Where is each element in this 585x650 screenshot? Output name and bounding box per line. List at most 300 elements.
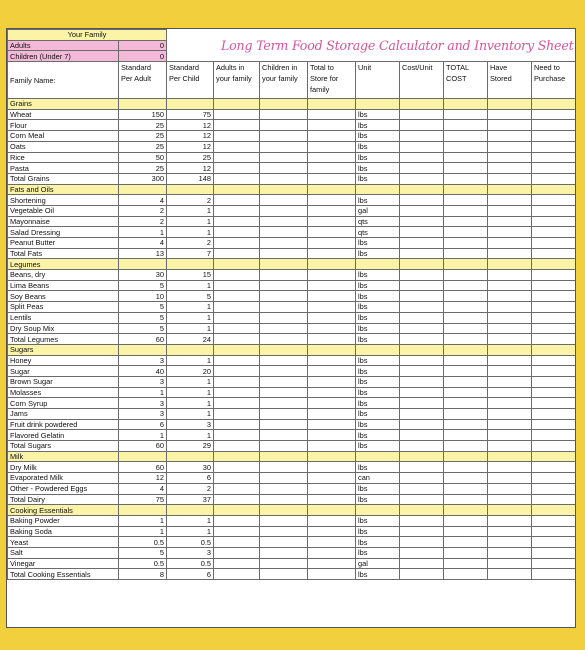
standard-child-cell[interactable]: 1 xyxy=(167,387,214,398)
adults-in-family-cell[interactable] xyxy=(214,376,260,387)
adults-in-family-cell[interactable] xyxy=(214,398,260,409)
cost-per-unit-cell[interactable] xyxy=(400,131,444,142)
standard-adult-cell[interactable]: 2 xyxy=(119,205,167,216)
have-stored-cell[interactable] xyxy=(488,141,532,152)
adults-in-family-cell[interactable] xyxy=(214,483,260,494)
unit-cell[interactable]: lbs xyxy=(356,376,400,387)
children-in-family-cell[interactable] xyxy=(260,537,308,548)
standard-adult-cell[interactable]: 1 xyxy=(119,430,167,441)
item-name-cell[interactable]: Peanut Butter xyxy=(8,238,119,249)
total-cost-cell[interactable] xyxy=(444,248,488,259)
children-in-family-cell[interactable] xyxy=(260,195,308,206)
need-to-purchase-cell[interactable] xyxy=(532,152,576,163)
total-cost-cell[interactable] xyxy=(444,280,488,291)
children-in-family-cell[interactable] xyxy=(260,173,308,184)
standard-child-cell[interactable]: 15 xyxy=(167,270,214,281)
standard-child-cell[interactable]: 1 xyxy=(167,302,214,313)
need-to-purchase-cell[interactable] xyxy=(532,280,576,291)
standard-child-cell[interactable]: 5 xyxy=(167,291,214,302)
have-stored-cell[interactable] xyxy=(488,547,532,558)
have-stored-cell[interactable] xyxy=(488,323,532,334)
item-name-cell[interactable]: Yeast xyxy=(8,537,119,548)
item-name-cell[interactable]: Honey xyxy=(8,355,119,366)
have-stored-cell[interactable] xyxy=(488,291,532,302)
unit-cell[interactable]: lbs xyxy=(356,163,400,174)
have-stored-cell[interactable] xyxy=(488,355,532,366)
have-stored-cell[interactable] xyxy=(488,515,532,526)
need-to-purchase-cell[interactable] xyxy=(532,270,576,281)
have-stored-cell[interactable] xyxy=(488,441,532,452)
total-cost-cell[interactable] xyxy=(444,473,488,484)
total-cost-cell[interactable] xyxy=(444,526,488,537)
standard-adult-cell[interactable]: 30 xyxy=(119,270,167,281)
unit-cell[interactable]: lbs xyxy=(356,248,400,259)
total-to-store-cell[interactable] xyxy=(308,216,356,227)
children-in-family-cell[interactable] xyxy=(260,227,308,238)
have-stored-cell[interactable] xyxy=(488,376,532,387)
have-stored-cell[interactable] xyxy=(488,270,532,281)
total-to-store-cell[interactable] xyxy=(308,323,356,334)
cost-per-unit-cell[interactable] xyxy=(400,387,444,398)
need-to-purchase-cell[interactable] xyxy=(532,409,576,420)
standard-adult-cell[interactable]: 60 xyxy=(119,462,167,473)
have-stored-cell[interactable] xyxy=(488,537,532,548)
have-stored-cell[interactable] xyxy=(488,120,532,131)
standard-child-cell[interactable]: 2 xyxy=(167,238,214,249)
total-cost-cell[interactable] xyxy=(444,387,488,398)
total-to-store-cell[interactable] xyxy=(308,441,356,452)
item-name-cell[interactable]: Sugar xyxy=(8,366,119,377)
total-cost-cell[interactable] xyxy=(444,205,488,216)
standard-adult-cell[interactable]: 25 xyxy=(119,131,167,142)
have-stored-cell[interactable] xyxy=(488,526,532,537)
standard-adult-cell[interactable]: 1 xyxy=(119,227,167,238)
total-cost-cell[interactable] xyxy=(444,398,488,409)
total-cost-cell[interactable] xyxy=(444,430,488,441)
standard-adult-cell[interactable]: 10 xyxy=(119,291,167,302)
need-to-purchase-cell[interactable] xyxy=(532,173,576,184)
cost-per-unit-cell[interactable] xyxy=(400,558,444,569)
children-in-family-cell[interactable] xyxy=(260,141,308,152)
item-name-cell[interactable]: Total Dairy xyxy=(8,494,119,505)
adults-in-family-cell[interactable] xyxy=(214,280,260,291)
total-to-store-cell[interactable] xyxy=(308,109,356,120)
item-name-cell[interactable]: Lentils xyxy=(8,312,119,323)
children-in-family-cell[interactable] xyxy=(260,430,308,441)
unit-cell[interactable]: lbs xyxy=(356,280,400,291)
cost-per-unit-cell[interactable] xyxy=(400,483,444,494)
adults-in-family-cell[interactable] xyxy=(214,312,260,323)
cost-per-unit-cell[interactable] xyxy=(400,334,444,345)
item-name-cell[interactable]: Split Peas xyxy=(8,302,119,313)
item-name-cell[interactable]: Total Legumes xyxy=(8,334,119,345)
total-to-store-cell[interactable] xyxy=(308,569,356,580)
children-in-family-cell[interactable] xyxy=(260,238,308,249)
adults-in-family-cell[interactable] xyxy=(214,238,260,249)
children-in-family-cell[interactable] xyxy=(260,569,308,580)
total-to-store-cell[interactable] xyxy=(308,494,356,505)
item-name-cell[interactable]: Baking Soda xyxy=(8,526,119,537)
have-stored-cell[interactable] xyxy=(488,195,532,206)
item-name-cell[interactable]: Molasses xyxy=(8,387,119,398)
have-stored-cell[interactable] xyxy=(488,280,532,291)
cost-per-unit-cell[interactable] xyxy=(400,355,444,366)
have-stored-cell[interactable] xyxy=(488,473,532,484)
total-cost-cell[interactable] xyxy=(444,323,488,334)
cost-per-unit-cell[interactable] xyxy=(400,569,444,580)
total-cost-cell[interactable] xyxy=(444,120,488,131)
adults-in-family-cell[interactable] xyxy=(214,227,260,238)
standard-child-cell[interactable]: 6 xyxy=(167,473,214,484)
have-stored-cell[interactable] xyxy=(488,109,532,120)
children-in-family-cell[interactable] xyxy=(260,515,308,526)
need-to-purchase-cell[interactable] xyxy=(532,547,576,558)
children-in-family-cell[interactable] xyxy=(260,419,308,430)
item-name-cell[interactable]: Beans, dry xyxy=(8,270,119,281)
need-to-purchase-cell[interactable] xyxy=(532,569,576,580)
total-to-store-cell[interactable] xyxy=(308,419,356,430)
standard-child-cell[interactable]: 29 xyxy=(167,441,214,452)
have-stored-cell[interactable] xyxy=(488,173,532,184)
have-stored-cell[interactable] xyxy=(488,152,532,163)
total-to-store-cell[interactable] xyxy=(308,409,356,420)
unit-cell[interactable]: lbs xyxy=(356,238,400,249)
item-name-cell[interactable]: Vinegar xyxy=(8,558,119,569)
children-in-family-cell[interactable] xyxy=(260,280,308,291)
standard-child-cell[interactable]: 0.5 xyxy=(167,537,214,548)
adults-in-family-cell[interactable] xyxy=(214,270,260,281)
need-to-purchase-cell[interactable] xyxy=(532,355,576,366)
need-to-purchase-cell[interactable] xyxy=(532,558,576,569)
need-to-purchase-cell[interactable] xyxy=(532,515,576,526)
adults-in-family-cell[interactable] xyxy=(214,366,260,377)
cost-per-unit-cell[interactable] xyxy=(400,238,444,249)
children-in-family-cell[interactable] xyxy=(260,323,308,334)
standard-adult-cell[interactable]: 5 xyxy=(119,312,167,323)
need-to-purchase-cell[interactable] xyxy=(532,291,576,302)
unit-cell[interactable]: lbs xyxy=(356,291,400,302)
item-name-cell[interactable]: Salad Dressing xyxy=(8,227,119,238)
standard-child-cell[interactable]: 75 xyxy=(167,109,214,120)
cost-per-unit-cell[interactable] xyxy=(400,537,444,548)
standard-child-cell[interactable]: 148 xyxy=(167,173,214,184)
standard-adult-cell[interactable]: 150 xyxy=(119,109,167,120)
unit-cell[interactable]: lbs xyxy=(356,569,400,580)
children-in-family-cell[interactable] xyxy=(260,355,308,366)
children-count-cell[interactable]: 0 xyxy=(119,51,167,62)
family-name-label[interactable]: Family Name: xyxy=(8,62,119,99)
total-cost-cell[interactable] xyxy=(444,462,488,473)
have-stored-cell[interactable] xyxy=(488,569,532,580)
total-to-store-cell[interactable] xyxy=(308,376,356,387)
children-in-family-cell[interactable] xyxy=(260,526,308,537)
standard-adult-cell[interactable]: 5 xyxy=(119,302,167,313)
children-in-family-cell[interactable] xyxy=(260,109,308,120)
need-to-purchase-cell[interactable] xyxy=(532,141,576,152)
total-to-store-cell[interactable] xyxy=(308,163,356,174)
cost-per-unit-cell[interactable] xyxy=(400,547,444,558)
total-cost-cell[interactable] xyxy=(444,569,488,580)
standard-adult-cell[interactable]: 3 xyxy=(119,409,167,420)
total-cost-cell[interactable] xyxy=(444,163,488,174)
unit-cell[interactable]: qts xyxy=(356,216,400,227)
need-to-purchase-cell[interactable] xyxy=(532,537,576,548)
standard-child-cell[interactable]: 1 xyxy=(167,376,214,387)
total-to-store-cell[interactable] xyxy=(308,248,356,259)
standard-adult-cell[interactable]: 50 xyxy=(119,152,167,163)
total-cost-cell[interactable] xyxy=(444,238,488,249)
unit-cell[interactable]: lbs xyxy=(356,355,400,366)
total-cost-cell[interactable] xyxy=(444,291,488,302)
standard-child-cell[interactable]: 30 xyxy=(167,462,214,473)
have-stored-cell[interactable] xyxy=(488,205,532,216)
adults-in-family-cell[interactable] xyxy=(214,537,260,548)
cost-per-unit-cell[interactable] xyxy=(400,173,444,184)
need-to-purchase-cell[interactable] xyxy=(532,483,576,494)
cost-per-unit-cell[interactable] xyxy=(400,515,444,526)
standard-child-cell[interactable]: 1 xyxy=(167,355,214,366)
total-to-store-cell[interactable] xyxy=(308,547,356,558)
standard-child-cell[interactable]: 1 xyxy=(167,227,214,238)
total-cost-cell[interactable] xyxy=(444,334,488,345)
adults-in-family-cell[interactable] xyxy=(214,152,260,163)
total-to-store-cell[interactable] xyxy=(308,120,356,131)
item-name-cell[interactable]: Lima Beans xyxy=(8,280,119,291)
item-name-cell[interactable]: Dry Soup Mix xyxy=(8,323,119,334)
cost-per-unit-cell[interactable] xyxy=(400,270,444,281)
children-in-family-cell[interactable] xyxy=(260,152,308,163)
total-cost-cell[interactable] xyxy=(444,558,488,569)
cost-per-unit-cell[interactable] xyxy=(400,526,444,537)
total-to-store-cell[interactable] xyxy=(308,227,356,238)
item-name-cell[interactable]: Rice xyxy=(8,152,119,163)
total-cost-cell[interactable] xyxy=(444,441,488,452)
cost-per-unit-cell[interactable] xyxy=(400,302,444,313)
need-to-purchase-cell[interactable] xyxy=(532,205,576,216)
adults-in-family-cell[interactable] xyxy=(214,248,260,259)
cost-per-unit-cell[interactable] xyxy=(400,473,444,484)
have-stored-cell[interactable] xyxy=(488,334,532,345)
children-in-family-cell[interactable] xyxy=(260,398,308,409)
unit-cell[interactable]: lbs xyxy=(356,483,400,494)
adults-in-family-cell[interactable] xyxy=(214,526,260,537)
standard-adult-cell[interactable]: 60 xyxy=(119,334,167,345)
total-cost-cell[interactable] xyxy=(444,376,488,387)
adults-in-family-cell[interactable] xyxy=(214,131,260,142)
standard-adult-cell[interactable]: 0.5 xyxy=(119,537,167,548)
standard-adult-cell[interactable]: 4 xyxy=(119,483,167,494)
need-to-purchase-cell[interactable] xyxy=(532,441,576,452)
item-name-cell[interactable]: Wheat xyxy=(8,109,119,120)
adults-in-family-cell[interactable] xyxy=(214,334,260,345)
adults-in-family-cell[interactable] xyxy=(214,291,260,302)
adults-in-family-cell[interactable] xyxy=(214,569,260,580)
standard-adult-cell[interactable]: 5 xyxy=(119,280,167,291)
need-to-purchase-cell[interactable] xyxy=(532,334,576,345)
standard-child-cell[interactable]: 1 xyxy=(167,323,214,334)
adults-in-family-cell[interactable] xyxy=(214,387,260,398)
children-in-family-cell[interactable] xyxy=(260,270,308,281)
standard-child-cell[interactable]: 1 xyxy=(167,216,214,227)
standard-adult-cell[interactable]: 1 xyxy=(119,387,167,398)
cost-per-unit-cell[interactable] xyxy=(400,120,444,131)
total-to-store-cell[interactable] xyxy=(308,238,356,249)
adults-in-family-cell[interactable] xyxy=(214,173,260,184)
standard-child-cell[interactable]: 1 xyxy=(167,398,214,409)
children-in-family-cell[interactable] xyxy=(260,473,308,484)
have-stored-cell[interactable] xyxy=(488,227,532,238)
standard-child-cell[interactable]: 1 xyxy=(167,515,214,526)
children-in-family-cell[interactable] xyxy=(260,120,308,131)
adults-in-family-cell[interactable] xyxy=(214,323,260,334)
unit-cell[interactable]: lbs xyxy=(356,312,400,323)
cost-per-unit-cell[interactable] xyxy=(400,195,444,206)
total-cost-cell[interactable] xyxy=(444,355,488,366)
cost-per-unit-cell[interactable] xyxy=(400,163,444,174)
standard-adult-cell[interactable]: 5 xyxy=(119,323,167,334)
item-name-cell[interactable]: Total Fats xyxy=(8,248,119,259)
need-to-purchase-cell[interactable] xyxy=(532,323,576,334)
total-cost-cell[interactable] xyxy=(444,409,488,420)
children-in-family-cell[interactable] xyxy=(260,163,308,174)
need-to-purchase-cell[interactable] xyxy=(532,109,576,120)
unit-cell[interactable]: lbs xyxy=(356,270,400,281)
unit-cell[interactable]: lbs xyxy=(356,409,400,420)
need-to-purchase-cell[interactable] xyxy=(532,302,576,313)
unit-cell[interactable]: qts xyxy=(356,227,400,238)
have-stored-cell[interactable] xyxy=(488,494,532,505)
item-name-cell[interactable]: Flavored Gelatin xyxy=(8,430,119,441)
standard-child-cell[interactable]: 1 xyxy=(167,409,214,420)
need-to-purchase-cell[interactable] xyxy=(532,473,576,484)
unit-cell[interactable]: lbs xyxy=(356,547,400,558)
children-in-family-cell[interactable] xyxy=(260,312,308,323)
total-cost-cell[interactable] xyxy=(444,515,488,526)
adults-in-family-cell[interactable] xyxy=(214,515,260,526)
adults-in-family-cell[interactable] xyxy=(214,547,260,558)
item-name-cell[interactable]: Jams xyxy=(8,409,119,420)
children-in-family-cell[interactable] xyxy=(260,409,308,420)
cost-per-unit-cell[interactable] xyxy=(400,441,444,452)
total-to-store-cell[interactable] xyxy=(308,537,356,548)
unit-cell[interactable]: lbs xyxy=(356,173,400,184)
standard-adult-cell[interactable]: 4 xyxy=(119,195,167,206)
item-name-cell[interactable]: Vegetable Oil xyxy=(8,205,119,216)
have-stored-cell[interactable] xyxy=(488,398,532,409)
need-to-purchase-cell[interactable] xyxy=(532,526,576,537)
children-in-family-cell[interactable] xyxy=(260,441,308,452)
cost-per-unit-cell[interactable] xyxy=(400,280,444,291)
standard-adult-cell[interactable]: 3 xyxy=(119,376,167,387)
item-name-cell[interactable]: Shortening xyxy=(8,195,119,206)
need-to-purchase-cell[interactable] xyxy=(532,419,576,430)
have-stored-cell[interactable] xyxy=(488,131,532,142)
total-cost-cell[interactable] xyxy=(444,419,488,430)
adults-in-family-cell[interactable] xyxy=(214,462,260,473)
need-to-purchase-cell[interactable] xyxy=(532,238,576,249)
cost-per-unit-cell[interactable] xyxy=(400,376,444,387)
need-to-purchase-cell[interactable] xyxy=(532,376,576,387)
standard-adult-cell[interactable]: 2 xyxy=(119,216,167,227)
total-cost-cell[interactable] xyxy=(444,195,488,206)
unit-cell[interactable]: lbs xyxy=(356,323,400,334)
children-in-family-cell[interactable] xyxy=(260,334,308,345)
unit-cell[interactable]: gal xyxy=(356,558,400,569)
item-name-cell[interactable]: Other - Powdered Eggs xyxy=(8,483,119,494)
standard-adult-cell[interactable]: 3 xyxy=(119,355,167,366)
total-to-store-cell[interactable] xyxy=(308,152,356,163)
children-in-family-cell[interactable] xyxy=(260,291,308,302)
total-cost-cell[interactable] xyxy=(444,483,488,494)
item-name-cell[interactable]: Salt xyxy=(8,547,119,558)
total-cost-cell[interactable] xyxy=(444,302,488,313)
cost-per-unit-cell[interactable] xyxy=(400,291,444,302)
cost-per-unit-cell[interactable] xyxy=(400,419,444,430)
total-to-store-cell[interactable] xyxy=(308,173,356,184)
standard-child-cell[interactable]: 2 xyxy=(167,195,214,206)
total-cost-cell[interactable] xyxy=(444,109,488,120)
unit-cell[interactable]: lbs xyxy=(356,152,400,163)
need-to-purchase-cell[interactable] xyxy=(532,131,576,142)
standard-adult-cell[interactable]: 5 xyxy=(119,547,167,558)
standard-child-cell[interactable]: 3 xyxy=(167,419,214,430)
total-to-store-cell[interactable] xyxy=(308,302,356,313)
total-to-store-cell[interactable] xyxy=(308,334,356,345)
total-cost-cell[interactable] xyxy=(444,366,488,377)
have-stored-cell[interactable] xyxy=(488,409,532,420)
total-to-store-cell[interactable] xyxy=(308,355,356,366)
children-in-family-cell[interactable] xyxy=(260,376,308,387)
standard-child-cell[interactable]: 1 xyxy=(167,526,214,537)
have-stored-cell[interactable] xyxy=(488,558,532,569)
item-name-cell[interactable]: Total Sugars xyxy=(8,441,119,452)
item-name-cell[interactable]: Soy Beans xyxy=(8,291,119,302)
standard-child-cell[interactable]: 1 xyxy=(167,205,214,216)
have-stored-cell[interactable] xyxy=(488,483,532,494)
cost-per-unit-cell[interactable] xyxy=(400,216,444,227)
children-in-family-cell[interactable] xyxy=(260,547,308,558)
standard-child-cell[interactable]: 0.5 xyxy=(167,558,214,569)
adults-in-family-cell[interactable] xyxy=(214,473,260,484)
adults-in-family-cell[interactable] xyxy=(214,216,260,227)
have-stored-cell[interactable] xyxy=(488,419,532,430)
cost-per-unit-cell[interactable] xyxy=(400,398,444,409)
children-in-family-cell[interactable] xyxy=(260,205,308,216)
need-to-purchase-cell[interactable] xyxy=(532,248,576,259)
cost-per-unit-cell[interactable] xyxy=(400,152,444,163)
total-cost-cell[interactable] xyxy=(444,141,488,152)
adults-in-family-cell[interactable] xyxy=(214,195,260,206)
total-to-store-cell[interactable] xyxy=(308,398,356,409)
cost-per-unit-cell[interactable] xyxy=(400,323,444,334)
cost-per-unit-cell[interactable] xyxy=(400,366,444,377)
total-to-store-cell[interactable] xyxy=(308,131,356,142)
unit-cell[interactable]: lbs xyxy=(356,109,400,120)
standard-child-cell[interactable]: 12 xyxy=(167,120,214,131)
cost-per-unit-cell[interactable] xyxy=(400,462,444,473)
total-cost-cell[interactable] xyxy=(444,312,488,323)
unit-cell[interactable]: lbs xyxy=(356,120,400,131)
need-to-purchase-cell[interactable] xyxy=(532,494,576,505)
standard-child-cell[interactable]: 7 xyxy=(167,248,214,259)
unit-cell[interactable]: can xyxy=(356,473,400,484)
unit-cell[interactable]: lbs xyxy=(356,537,400,548)
adults-in-family-cell[interactable] xyxy=(214,419,260,430)
cost-per-unit-cell[interactable] xyxy=(400,494,444,505)
total-cost-cell[interactable] xyxy=(444,537,488,548)
have-stored-cell[interactable] xyxy=(488,462,532,473)
have-stored-cell[interactable] xyxy=(488,163,532,174)
